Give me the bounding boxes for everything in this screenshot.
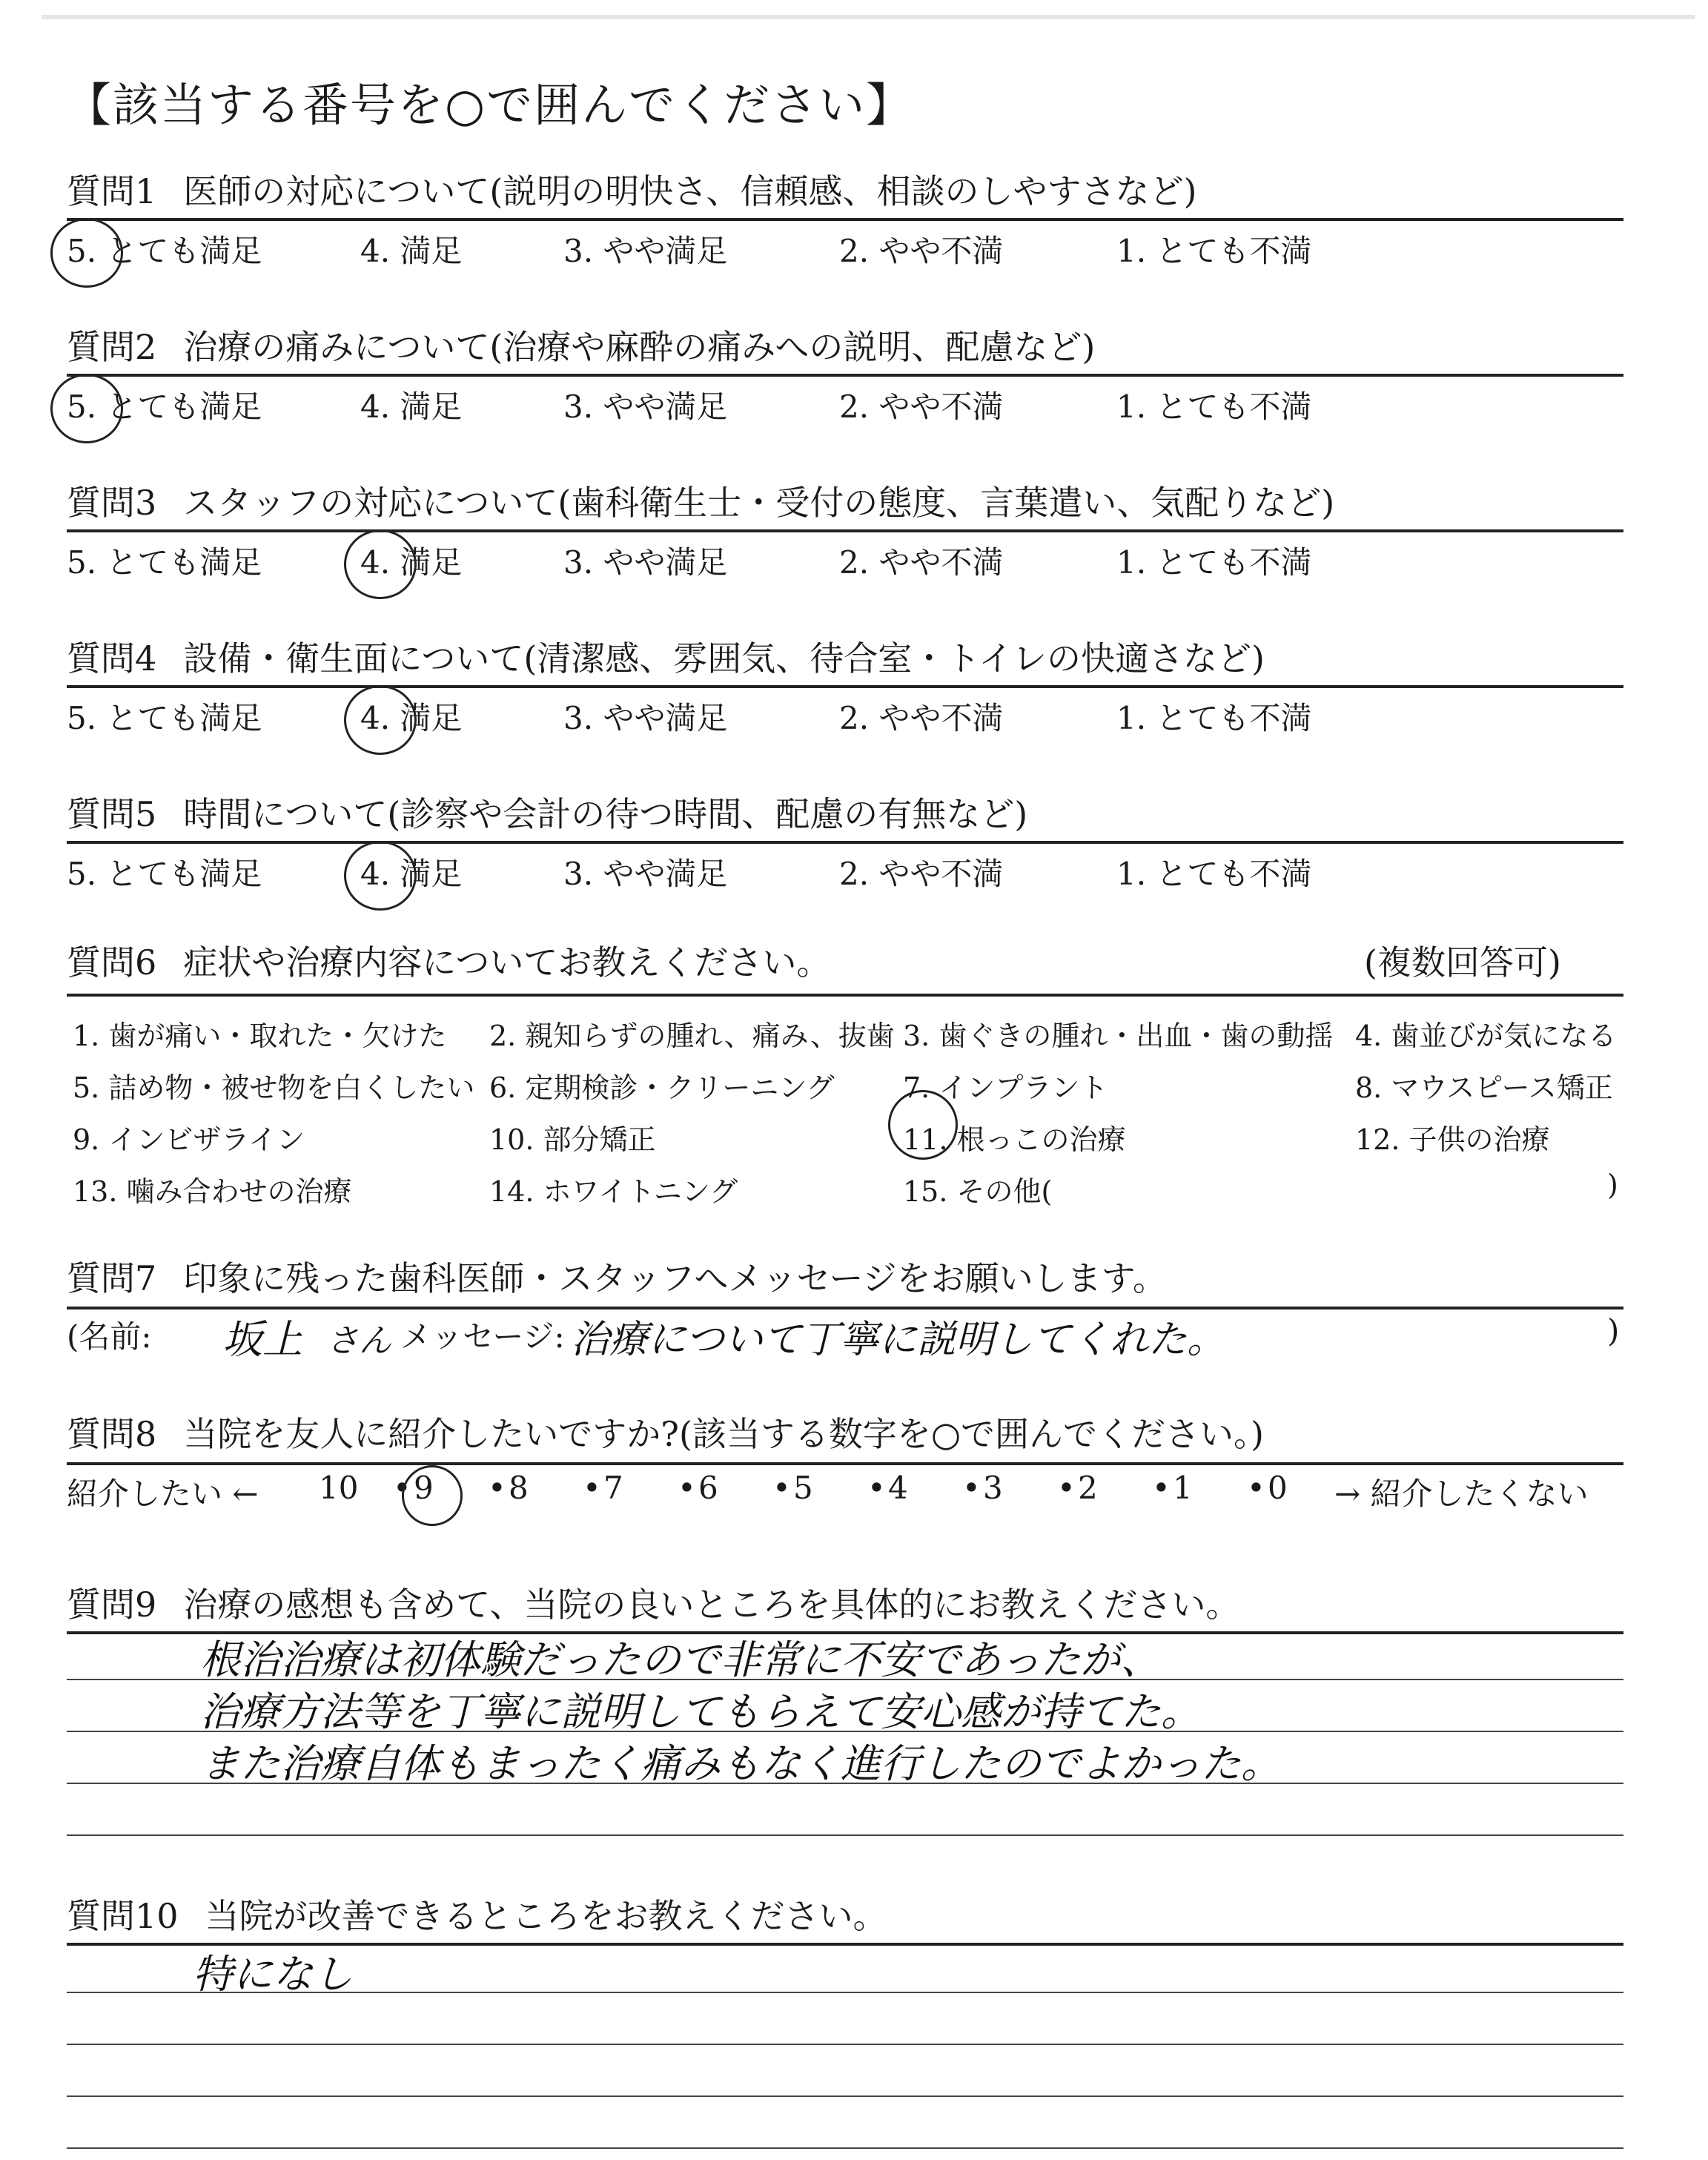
- q6-option[interactable]: 10. 部分矯正: [489, 1123, 656, 1156]
- q3-option[interactable]: 3. やや満足: [563, 544, 728, 581]
- q5-selection-circle: [344, 841, 417, 911]
- q2-heading: [67, 320, 1095, 369]
- q7-message-label: メッセージ:: [400, 1318, 565, 1355]
- q8-scale-separator: •: [583, 1470, 601, 1506]
- q6-option[interactable]: 7. インプラント: [903, 1071, 1108, 1104]
- q6-text: 症状や治療内容についてお教えください。: [183, 942, 831, 982]
- q4-selection-circle: [344, 685, 417, 755]
- q9-answer-line: 治療方法等を丁寧に説明してもらえて安心感が持てた。: [200, 1688, 1201, 1735]
- q2-selection-circle: [50, 374, 123, 443]
- q5-option[interactable]: 4. 満足: [360, 856, 463, 892]
- q4-number: 質問4: [67, 638, 157, 678]
- q1-option[interactable]: 3. やや満足: [563, 233, 728, 269]
- q8-scale-separator: •: [1152, 1470, 1171, 1506]
- q9-heading: [67, 1578, 1239, 1627]
- q8-scale-separator: •: [1247, 1470, 1265, 1506]
- q10-text: 当院が改善できるところをお教えください。: [205, 1896, 887, 1936]
- q3-option[interactable]: 5. とても満足: [67, 544, 262, 581]
- q6-option[interactable]: 15. その他(: [903, 1175, 1053, 1208]
- q6-number: 質問6: [67, 942, 157, 982]
- q8-text: 当院を友人に紹介したいですか?(該当する数字を○で囲んでください。): [183, 1414, 1264, 1454]
- q8-rule: [67, 1462, 1623, 1465]
- q2-rule: [67, 374, 1623, 377]
- q3-option[interactable]: 4. 満足: [360, 544, 463, 581]
- q8-scale-value[interactable]: 10: [319, 1470, 359, 1506]
- q6-option[interactable]: 13. 噛み合わせの治療: [73, 1175, 352, 1208]
- q8-scale-separator: •: [962, 1470, 981, 1506]
- q6-option[interactable]: 1. 歯が痛い・取れた・欠けた: [73, 1020, 447, 1052]
- q2-option[interactable]: 1. とても不満: [1116, 389, 1312, 425]
- q3-number: 質問3: [67, 483, 157, 523]
- q6-option[interactable]: 14. ホワイトニング: [489, 1175, 738, 1208]
- q3-rule: [67, 529, 1623, 532]
- q2-text: 治療の痛みについて(治療や麻酔の痛みへの説明、配慮など): [183, 327, 1096, 367]
- q4-option[interactable]: 2. やや不満: [839, 700, 1004, 736]
- q2-number: 質問2: [67, 327, 157, 367]
- q3-text: スタッフの対応について(歯科衛生士・受付の態度、言葉遣い、気配りなど): [183, 483, 1335, 523]
- q3-heading: [67, 476, 1334, 525]
- q7-san: さん: [326, 1322, 391, 1360]
- q4-option[interactable]: 3. やや満足: [563, 700, 728, 736]
- q6-other-close: ): [1607, 1169, 1618, 1201]
- q1-number: 質問1: [67, 171, 157, 211]
- q10-number: 質問10: [67, 1896, 179, 1936]
- q8-heading: [67, 1407, 1264, 1456]
- q8-scale-value[interactable]: 6: [698, 1470, 718, 1506]
- q1-option[interactable]: 2. やや不満: [839, 233, 1004, 269]
- q5-option[interactable]: 2. やや不満: [839, 856, 1004, 892]
- q8-scale-separator: •: [488, 1470, 506, 1506]
- q7-name-value: 坂上: [222, 1316, 302, 1363]
- q8-selection-circle: [402, 1465, 463, 1526]
- q9-answer-line: また治療自体もまったく痛みもなく進行したのでよかった。: [200, 1740, 1281, 1787]
- q6-option[interactable]: 8. マウスピース矯正: [1355, 1071, 1613, 1104]
- q5-option[interactable]: 3. やや満足: [563, 856, 728, 892]
- q5-option[interactable]: 5. とても満足: [67, 856, 262, 892]
- q4-rule: [67, 685, 1623, 688]
- q6-selection-circle: [888, 1090, 958, 1160]
- q6-option[interactable]: 9. インビザライン: [73, 1123, 305, 1156]
- q5-rule: [67, 841, 1623, 844]
- q8-left-label: 紹介したい ←: [67, 1476, 259, 1512]
- q8-scale-value[interactable]: 8: [509, 1470, 529, 1506]
- q8-scale-value[interactable]: 1: [1173, 1470, 1193, 1506]
- q1-heading: [67, 165, 1196, 214]
- q8-scale-value[interactable]: 4: [888, 1470, 908, 1506]
- q4-option[interactable]: 5. とても満足: [67, 700, 262, 736]
- q8-scale-value[interactable]: 7: [603, 1470, 623, 1506]
- q9-number: 質問9: [67, 1585, 157, 1625]
- q4-option[interactable]: 1. とても不満: [1116, 700, 1312, 736]
- q6-option[interactable]: 11. 根っこの治療: [903, 1123, 1126, 1156]
- q5-option[interactable]: 1. とても不満: [1116, 856, 1312, 892]
- q1-text: 医師の対応について(説明の明快さ、信頼感、相談のしやすさなど): [183, 171, 1197, 211]
- form-title: 【該当する番号を○で囲んでください】: [65, 78, 914, 132]
- q8-scale-separator: •: [1057, 1470, 1076, 1506]
- q8-scale-separator: •: [678, 1470, 696, 1506]
- q5-heading: [67, 787, 1027, 836]
- q7-name-label: (名前:: [67, 1318, 152, 1355]
- q4-heading: [67, 632, 1265, 681]
- q6-option[interactable]: 6. 定期検診・クリーニング: [489, 1071, 835, 1104]
- q8-scale-separator: •: [772, 1470, 791, 1506]
- q6-option[interactable]: 12. 子供の治療: [1355, 1123, 1550, 1156]
- scan-edge: [42, 15, 1695, 19]
- q9-line: [67, 1834, 1623, 1836]
- q10-line: [67, 2044, 1623, 2045]
- q6-rule: [67, 994, 1623, 997]
- q2-option[interactable]: 3. やや満足: [563, 389, 728, 425]
- q5-text: 時間について(診察や会計の待つ時間、配慮の有無など): [183, 794, 1028, 834]
- q8-number: 質問8: [67, 1414, 157, 1454]
- q8-scale-value[interactable]: 5: [793, 1470, 813, 1506]
- q10-heading: [67, 1889, 887, 1938]
- q6-option[interactable]: 5. 詰め物・被せ物を白くしたい: [73, 1071, 475, 1104]
- q6-heading: [67, 936, 830, 985]
- q8-scale-value[interactable]: 0: [1268, 1470, 1288, 1506]
- q6-option[interactable]: 4. 歯並びが気になる: [1355, 1020, 1617, 1052]
- q8-scale-value[interactable]: 2: [1078, 1470, 1098, 1506]
- q6-option[interactable]: 2. 親知らずの腫れ、痛み、抜歯: [489, 1020, 895, 1052]
- q8-scale-separator: •: [393, 1470, 411, 1506]
- q2-option[interactable]: 2. やや不満: [839, 389, 1004, 425]
- q7-message-value: 治療について丁寧に説明してくれた。: [571, 1318, 1225, 1362]
- q7-number: 質問7: [67, 1258, 157, 1298]
- q1-selection-circle: [50, 218, 123, 288]
- q1-rule: [67, 218, 1623, 221]
- q9-answer-line: 根治治療は初体験だったので非常に不安であったが、: [200, 1636, 1161, 1683]
- q7-close-paren: ): [1607, 1312, 1620, 1349]
- q7-text: 印象に残った歯科医師・スタッフへメッセージをお願いします。: [183, 1258, 1167, 1298]
- q3-option[interactable]: 1. とても不満: [1116, 544, 1312, 581]
- q2-option[interactable]: 5. とても満足: [67, 389, 262, 425]
- q6-option[interactable]: 3. 歯ぐきの腫れ・出血・歯の動揺: [903, 1020, 1334, 1052]
- q10-answer: 特になし: [193, 1951, 353, 1998]
- q10-line: [67, 2095, 1623, 2097]
- q5-number: 質問5: [67, 794, 157, 834]
- q8-right-label: → 紹介したくない: [1334, 1476, 1589, 1512]
- q8-scale-value[interactable]: 9: [414, 1470, 434, 1506]
- q3-selection-circle: [344, 529, 417, 599]
- q1-option[interactable]: 4. 満足: [360, 233, 463, 269]
- q3-option[interactable]: 2. やや不満: [839, 544, 1004, 581]
- q10-line: [67, 2147, 1623, 2149]
- q1-option[interactable]: 1. とても不満: [1116, 233, 1312, 269]
- q4-text: 設備・衛生面について(清潔感、雰囲気、待合室・トイレの快適さなど): [183, 638, 1265, 678]
- q6-note: (複数回答可): [1364, 942, 1561, 982]
- q1-option[interactable]: 5. とても満足: [67, 233, 262, 269]
- q2-option[interactable]: 4. 満足: [360, 389, 463, 425]
- q9-text: 治療の感想も含めて、当院の良いところを具体的にお教えください。: [183, 1585, 1240, 1625]
- q8-scale-value[interactable]: 3: [983, 1470, 1003, 1506]
- q4-option[interactable]: 4. 満足: [360, 700, 463, 736]
- q7-heading: [67, 1252, 1167, 1301]
- q8-scale-separator: •: [867, 1470, 886, 1506]
